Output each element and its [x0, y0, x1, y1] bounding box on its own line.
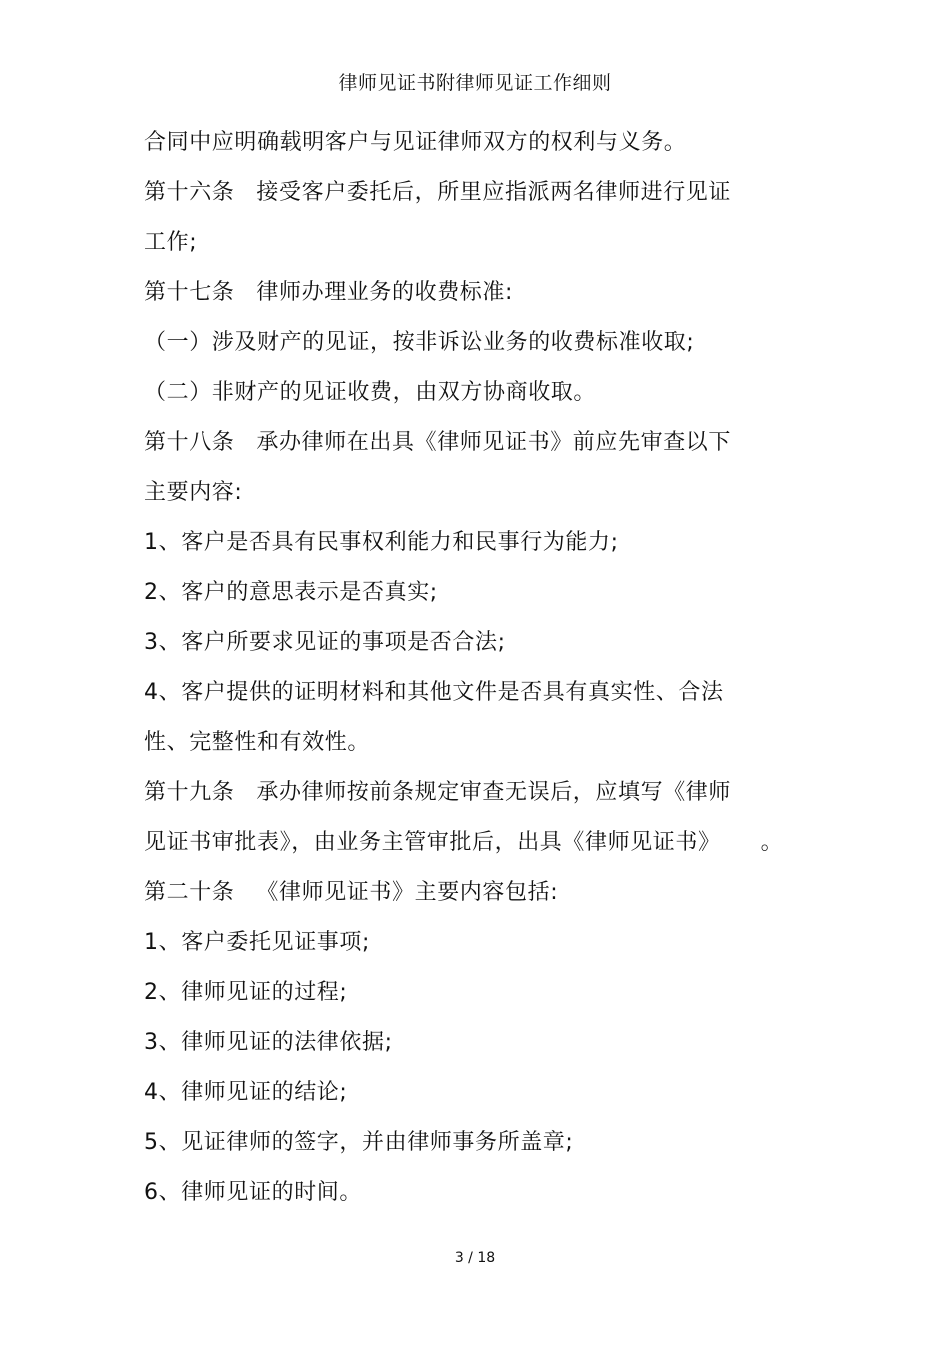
- list-item: 5、见证律师的签字，并由律师事务所盖章;: [144, 1130, 574, 1155]
- list-item: 6、律师见证的时间。: [144, 1180, 362, 1205]
- list-item: 4、律师见证的结论;: [144, 1080, 348, 1105]
- article-text: 《律师见证书》主要内容包括:: [256, 880, 559, 905]
- article-heading: 第十六条: [144, 180, 235, 205]
- page-number: 3 / 18: [454, 1250, 496, 1266]
- article-heading: 第十七条: [144, 280, 235, 305]
- article-heading: 第十九条: [144, 780, 235, 805]
- list-item: （一）涉及财产的见证，按非诉讼业务的收费标准收取;: [144, 330, 695, 355]
- list-item: （二）非财产的见证收费，由双方协商收取。: [144, 380, 597, 405]
- list-item: 1、客户是否具有民事权利能力和民事行为能力;: [144, 530, 619, 555]
- article-19-continuation: [144, 818, 804, 868]
- paragraph-line: 合同中应明确载明客户与见证律师双方的权利与义务。: [144, 130, 687, 155]
- article-16-line: [144, 168, 804, 218]
- article-19-line: [144, 768, 804, 818]
- article-18-line: [144, 418, 804, 468]
- paragraph-line: 工作;: [144, 230, 198, 255]
- document-body: [144, 118, 804, 1218]
- article-text: 承办律师按前条规定审查无误后，应填写《律师: [256, 780, 732, 805]
- list-item: 1、客户委托见证事项;: [144, 930, 371, 955]
- list-item: 3、客户所要求见证的事项是否合法;: [144, 630, 506, 655]
- article-heading: 第二十条: [144, 880, 235, 905]
- list-item: 2、客户的意思表示是否真实;: [144, 580, 438, 605]
- article-17-line: [144, 268, 804, 318]
- article-heading: 第十八条: [144, 430, 235, 455]
- article-text: 承办律师在出具《律师见证书》前应先审查以下: [256, 430, 732, 455]
- article-text: 接受客户委托后，所里应指派两名律师进行见证: [256, 180, 732, 205]
- list-item: 3、律师见证的法律依据;: [144, 1030, 393, 1055]
- trailing-period: 。: [760, 830, 784, 855]
- list-item: 2、律师见证的过程;: [144, 980, 348, 1005]
- article-text: 律师办理业务的收费标准:: [256, 280, 514, 305]
- article-20-line: [144, 868, 804, 918]
- list-item: 4、客户提供的证明材料和其他文件是否具有真实性、合法: [144, 680, 724, 705]
- paragraph-line: 性、完整性和有效性。: [144, 730, 371, 755]
- page-header-title: 律师见证书附律师见证工作细则: [338, 72, 612, 94]
- paragraph-line: 主要内容:: [144, 480, 243, 505]
- article-text: 见证书审批表》，由业务主管审批后，出具《律师见证书》: [144, 830, 721, 855]
